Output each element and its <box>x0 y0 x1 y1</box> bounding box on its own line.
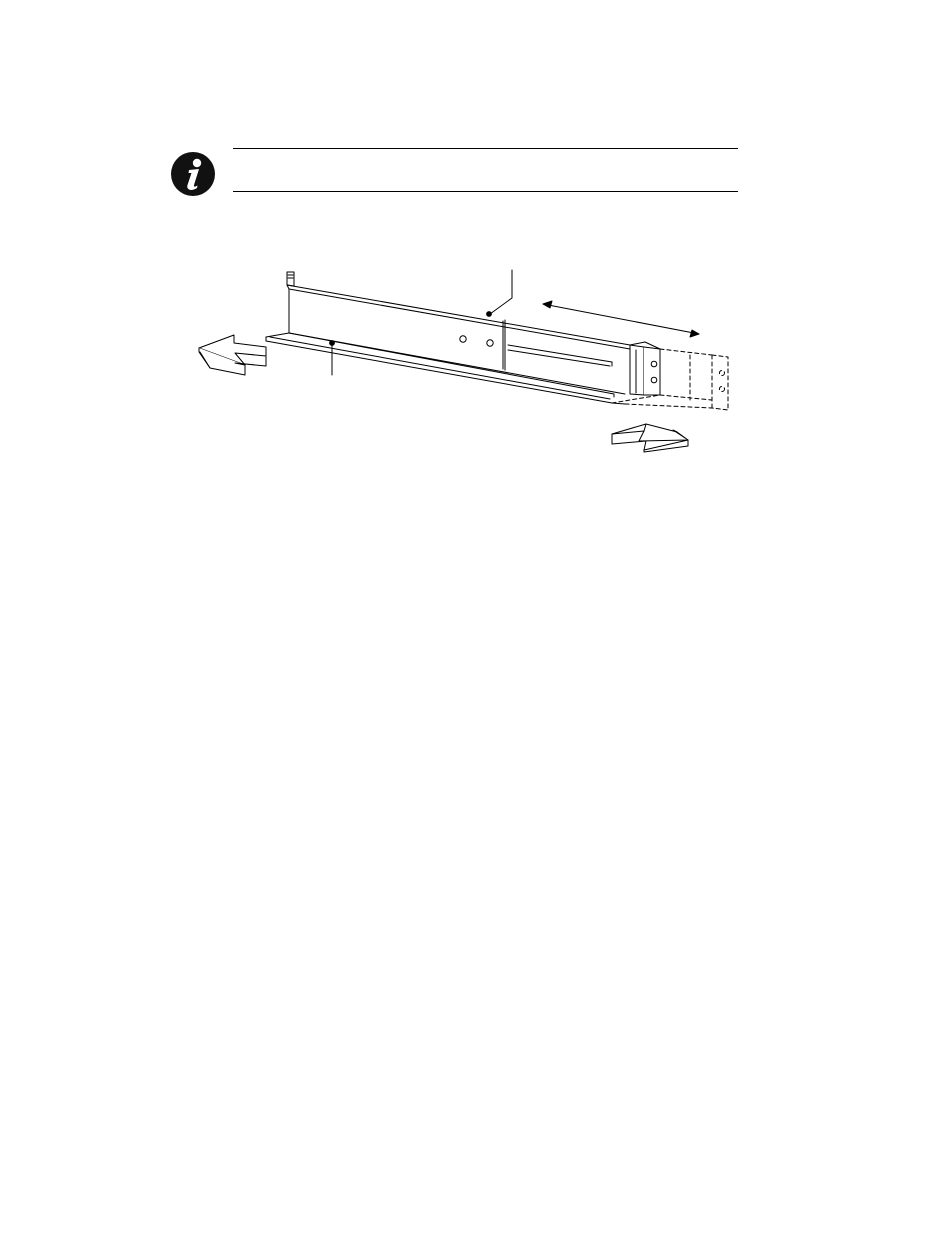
rail-assembly-figure <box>190 262 750 462</box>
double-arrow-icon <box>543 301 699 337</box>
callout-leaders <box>330 270 512 375</box>
info-note <box>170 148 740 193</box>
note-bottom-rule <box>233 191 738 192</box>
rail-front-section <box>266 272 630 404</box>
right-arrow-icon <box>612 424 688 452</box>
note-top-rule <box>233 148 738 149</box>
info-icon <box>170 151 216 197</box>
left-arrow-icon <box>199 335 266 375</box>
rail-extended-outline <box>612 349 728 410</box>
rail-rear-bracket <box>630 342 660 395</box>
